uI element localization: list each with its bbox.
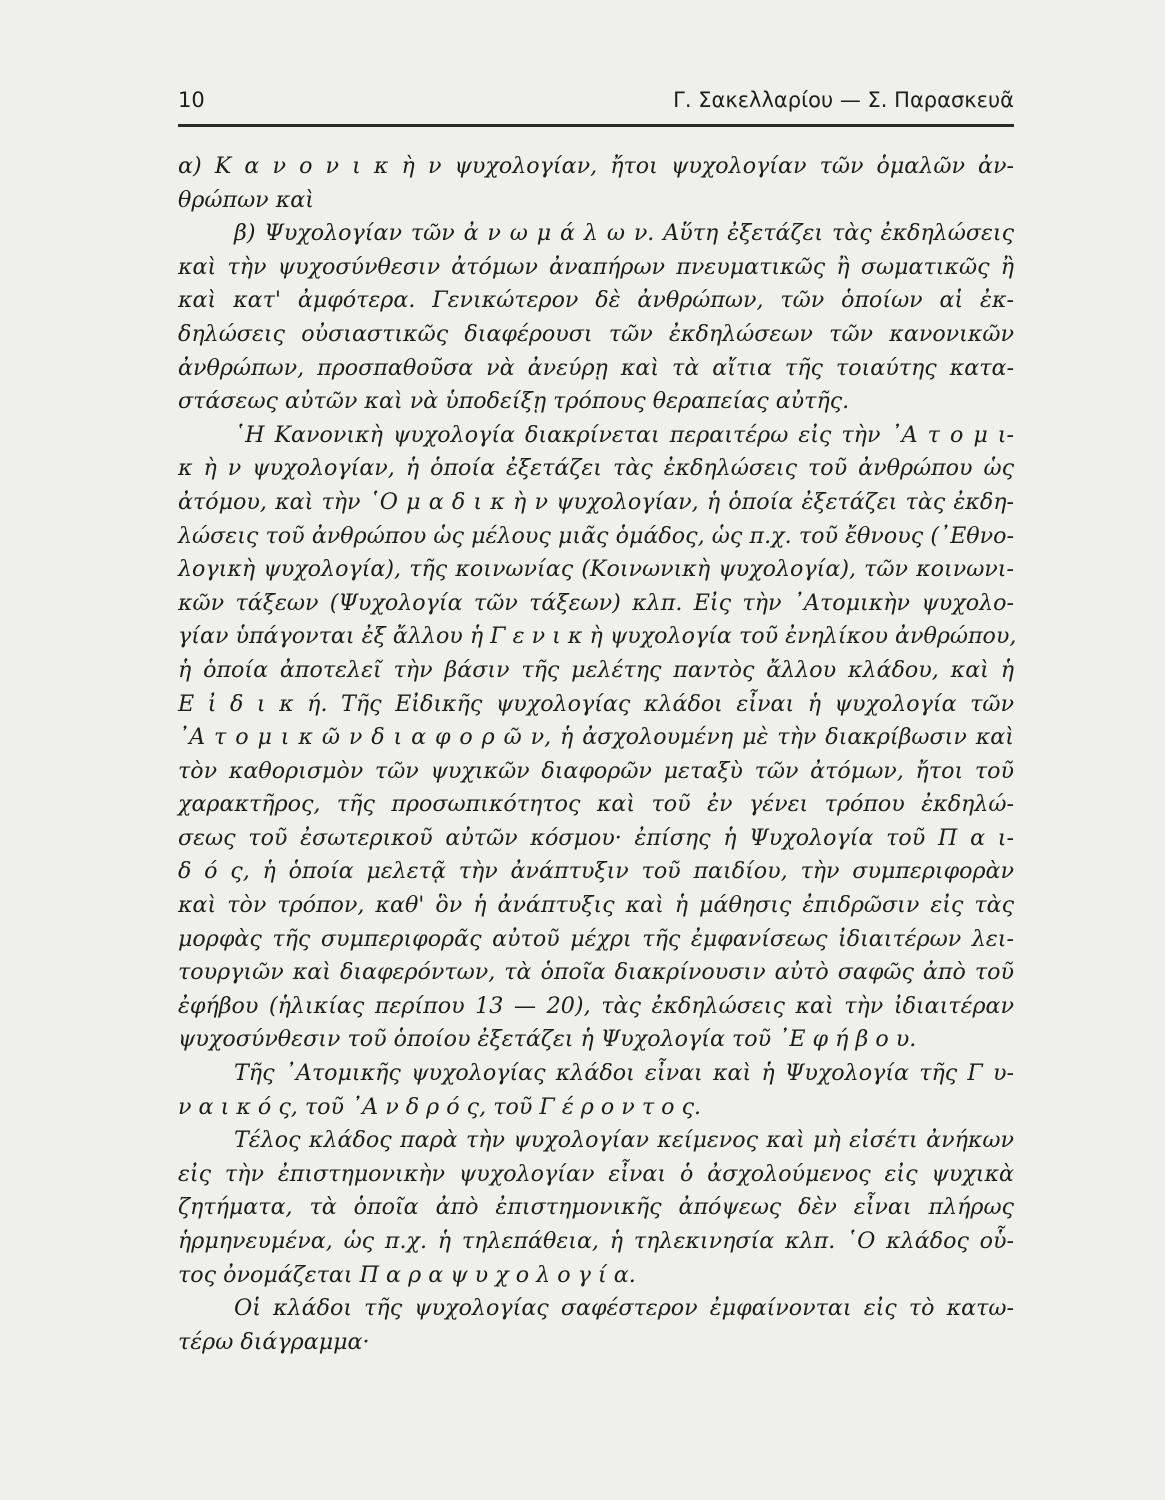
text-line: ψυχοσύνθεσιν τοῦ ὁποίου ἐξετάζει ἡ Ψυχολογία τοῦ ᾿Ε φ ή β ο υ. xyxy=(178,1026,917,1053)
text-line: Ε ἰ δ ι κ ή. Τῆς Εἰδικῆς ψυχολογίας κλάδοι εἶναι ἡ ψυχολογία τῶν xyxy=(178,690,1014,717)
text-line: μορφὰς τῆς συμπεριφορᾶς αὐτοῦ μέχρι τῆς ἐμφανίσεως ἰδιαιτέρων λει- xyxy=(178,925,1014,952)
text-line: εἰς τὴν ἐπιστημονικὴν ψυχολογίαν εἶναι ὁ ἀσχολούμενος εἰς ψυχικὰ xyxy=(178,1160,1014,1187)
text-line: τουργιῶν καὶ διαφερόντων, τὰ ὁποῖα διακρίνουσιν αὐτὸ σαφῶς ἀπὸ τοῦ xyxy=(178,959,1014,986)
text-line: χαρακτῆρος, τῆς προσωπικότητος καὶ τοῦ ἐν γένει τρόπου ἐκδηλώ- xyxy=(178,791,1014,818)
text-line: καὶ τὴν ψυχοσύνθεσιν ἀτόμων ἀναπήρων πνευματικῶς ἢ σωματικῶς ἢ xyxy=(178,253,1014,280)
text-line: σεως τοῦ ἐσωτερικοῦ αὐτῶν κόσμου· ἐπίσης ἡ Ψυχολογία τοῦ Π α ι- xyxy=(178,824,1014,851)
text-line: θρώπων καὶ xyxy=(178,186,314,213)
text-line: α) Κ α ν ο ν ι κ ὴ ν ψυχολογίαν, ἤτοι ψυχολογίαν τῶν ὁμαλῶν ἀν- xyxy=(178,153,1014,179)
text-line: ν α ι κ ό ς, τοῦ ᾿Α ν δ ρ ό ς, τοῦ Γ έ ρ ο ν τ ο ς. xyxy=(178,1093,702,1120)
text-line: ἡρμηνευμένα, ὡς π.χ. ἡ τηλεπάθεια, ἡ τηλεκινησία κλπ. ῾Ο κλάδος οὗ- xyxy=(178,1228,1014,1254)
text-line: λογικὴ ψυχολογία), τῆς κοινωνίας (Κοινωνικὴ ψυχολογία), τῶν κοινωνι- xyxy=(178,556,1014,583)
text-line: Τέλος κλάδος παρὰ τὴν ψυχολογίαν κείμενος καὶ μὴ εἰσέτι ἀνήκων xyxy=(234,1127,1014,1154)
text-line: ἀνθρώπων, προσπαθοῦσα νὰ ἀνεύρῃ καὶ τὰ αἴτια τῆς τοιαύτης κατα- xyxy=(178,354,1014,381)
text-line: ᾿Α τ ο μ ι κ ῶ ν δ ι α φ ο ρ ῶ ν, ἡ ἀσχολουμένη μὲ τὴν διακρίβωσιν καὶ xyxy=(178,724,1014,751)
text-line: ζητήματα, τὰ ὁποῖα ἀπὸ ἐπιστημονικῆς ἀπόψεως δὲν εἶναι πλήρως xyxy=(178,1194,1014,1221)
header-rule xyxy=(178,124,1014,127)
text-line: καὶ κατ' ἀμφότερα. Γενικώτερον δὲ ἀνθρώπων, τῶν ὁποίων αἱ ἐκ- xyxy=(178,287,1014,314)
text-line: β) Ψυχολογίαν τῶν ἀ ν ω μ ά λ ω ν. Αὕτη ἐξετάζει τὰς ἐκδηλώσεις xyxy=(234,220,1014,247)
text-line: δ ό ς, ἡ ὁποία μελετᾷ τὴν ἀνάπτυξιν τοῦ παιδίου, τὴν συμπεριφορὰν xyxy=(178,858,1014,885)
text-line: ἡ ὁποία ἀποτελεῖ τὴν βάσιν τῆς μελέτης παντὸς ἄλλου κλάδου, καὶ ἡ xyxy=(178,656,1014,683)
text-line: κ ὴ ν ψυχολογίαν, ἡ ὁποία ἐξετάζει τὰς ἐκδηλώσεις τοῦ ἀνθρώπου ὡς xyxy=(178,455,1014,482)
page-number: 10 xyxy=(178,88,205,112)
text-line: ἐφήβου (ἡλικίας περίπου 13 — 20), τὰς ἐκδηλώσεις καὶ τὴν ἰδιαιτέραν xyxy=(178,992,1014,1019)
text-line: καὶ τὸν τρόπον, καθ' ὃν ἡ ἀνάπτυξις καὶ ἡ μάθησις ἐπιδρῶσιν εἰς τὰς xyxy=(178,892,1014,919)
text-line: γίαν ὑπάγονται ἐξ ἄλλου ἡ Γ ε ν ι κ ὴ ψυχολογία τοῦ ἐνηλίκου ἀνθρώπου, xyxy=(178,623,1017,650)
text-line: ῾Η Κανονικὴ ψυχολογία διακρίνεται περαιτέρω εἰς τὴν ᾿Α τ ο μ ι- xyxy=(234,421,1014,448)
text-line: ἀτόμου, καὶ τὴν ῾Ο μ α δ ι κ ὴ ν ψυχολογίαν, ἡ ὁποία ἐξετάζει τὰς ἐκδη- xyxy=(178,488,1014,515)
text-line: Τῆς ᾿Ατομικῆς ψυχολογίας κλάδοι εἶναι καὶ ἡ Ψυχολογία τῆς Γ υ- xyxy=(234,1060,1014,1087)
text-line: λώσεις τοῦ ἀνθρώπου ὡς μέλους μιᾶς ὁμάδος, ὡς π.χ. τοῦ ἔθνους (᾿Εθνο- xyxy=(178,522,1014,549)
text-line: κῶν τάξεων (Ψυχολογία τῶν τάξεων) κλπ. Εἰς τὴν ᾿Ατομικὴν ψυχολο- xyxy=(178,589,1014,616)
body-text xyxy=(178,150,1017,1359)
page-header xyxy=(178,88,1014,116)
text-line: Οἱ κλάδοι τῆς ψυχολογίας σαφέστερον ἐμφαίνονται εἰς τὸ κατω- xyxy=(234,1295,1014,1322)
text-line: τέρω διάγραμμα· xyxy=(178,1328,370,1355)
text-line: τος ὀνομάζεται Π α ρ α ψ υ χ ο λ ο γ ί α. xyxy=(178,1261,636,1288)
text-line: τὸν καθορισμὸν τῶν ψυχικῶν διαφορῶν μεταξὺ τῶν ἀτόμων, ἤτοι τοῦ xyxy=(178,757,1014,784)
text-line: δηλώσεις οὐσιαστικῶς διαφέρουσι τῶν ἐκδηλώσεων τῶν κανονικῶν xyxy=(178,320,1014,347)
text-line: στάσεως αὐτῶν καὶ νὰ ὑποδείξῃ τρόπους θεραπείας αὐτῆς. xyxy=(178,388,850,415)
running-head: Γ. Σακελλαρίου — Σ. Παρασκευᾶ xyxy=(673,88,1014,112)
